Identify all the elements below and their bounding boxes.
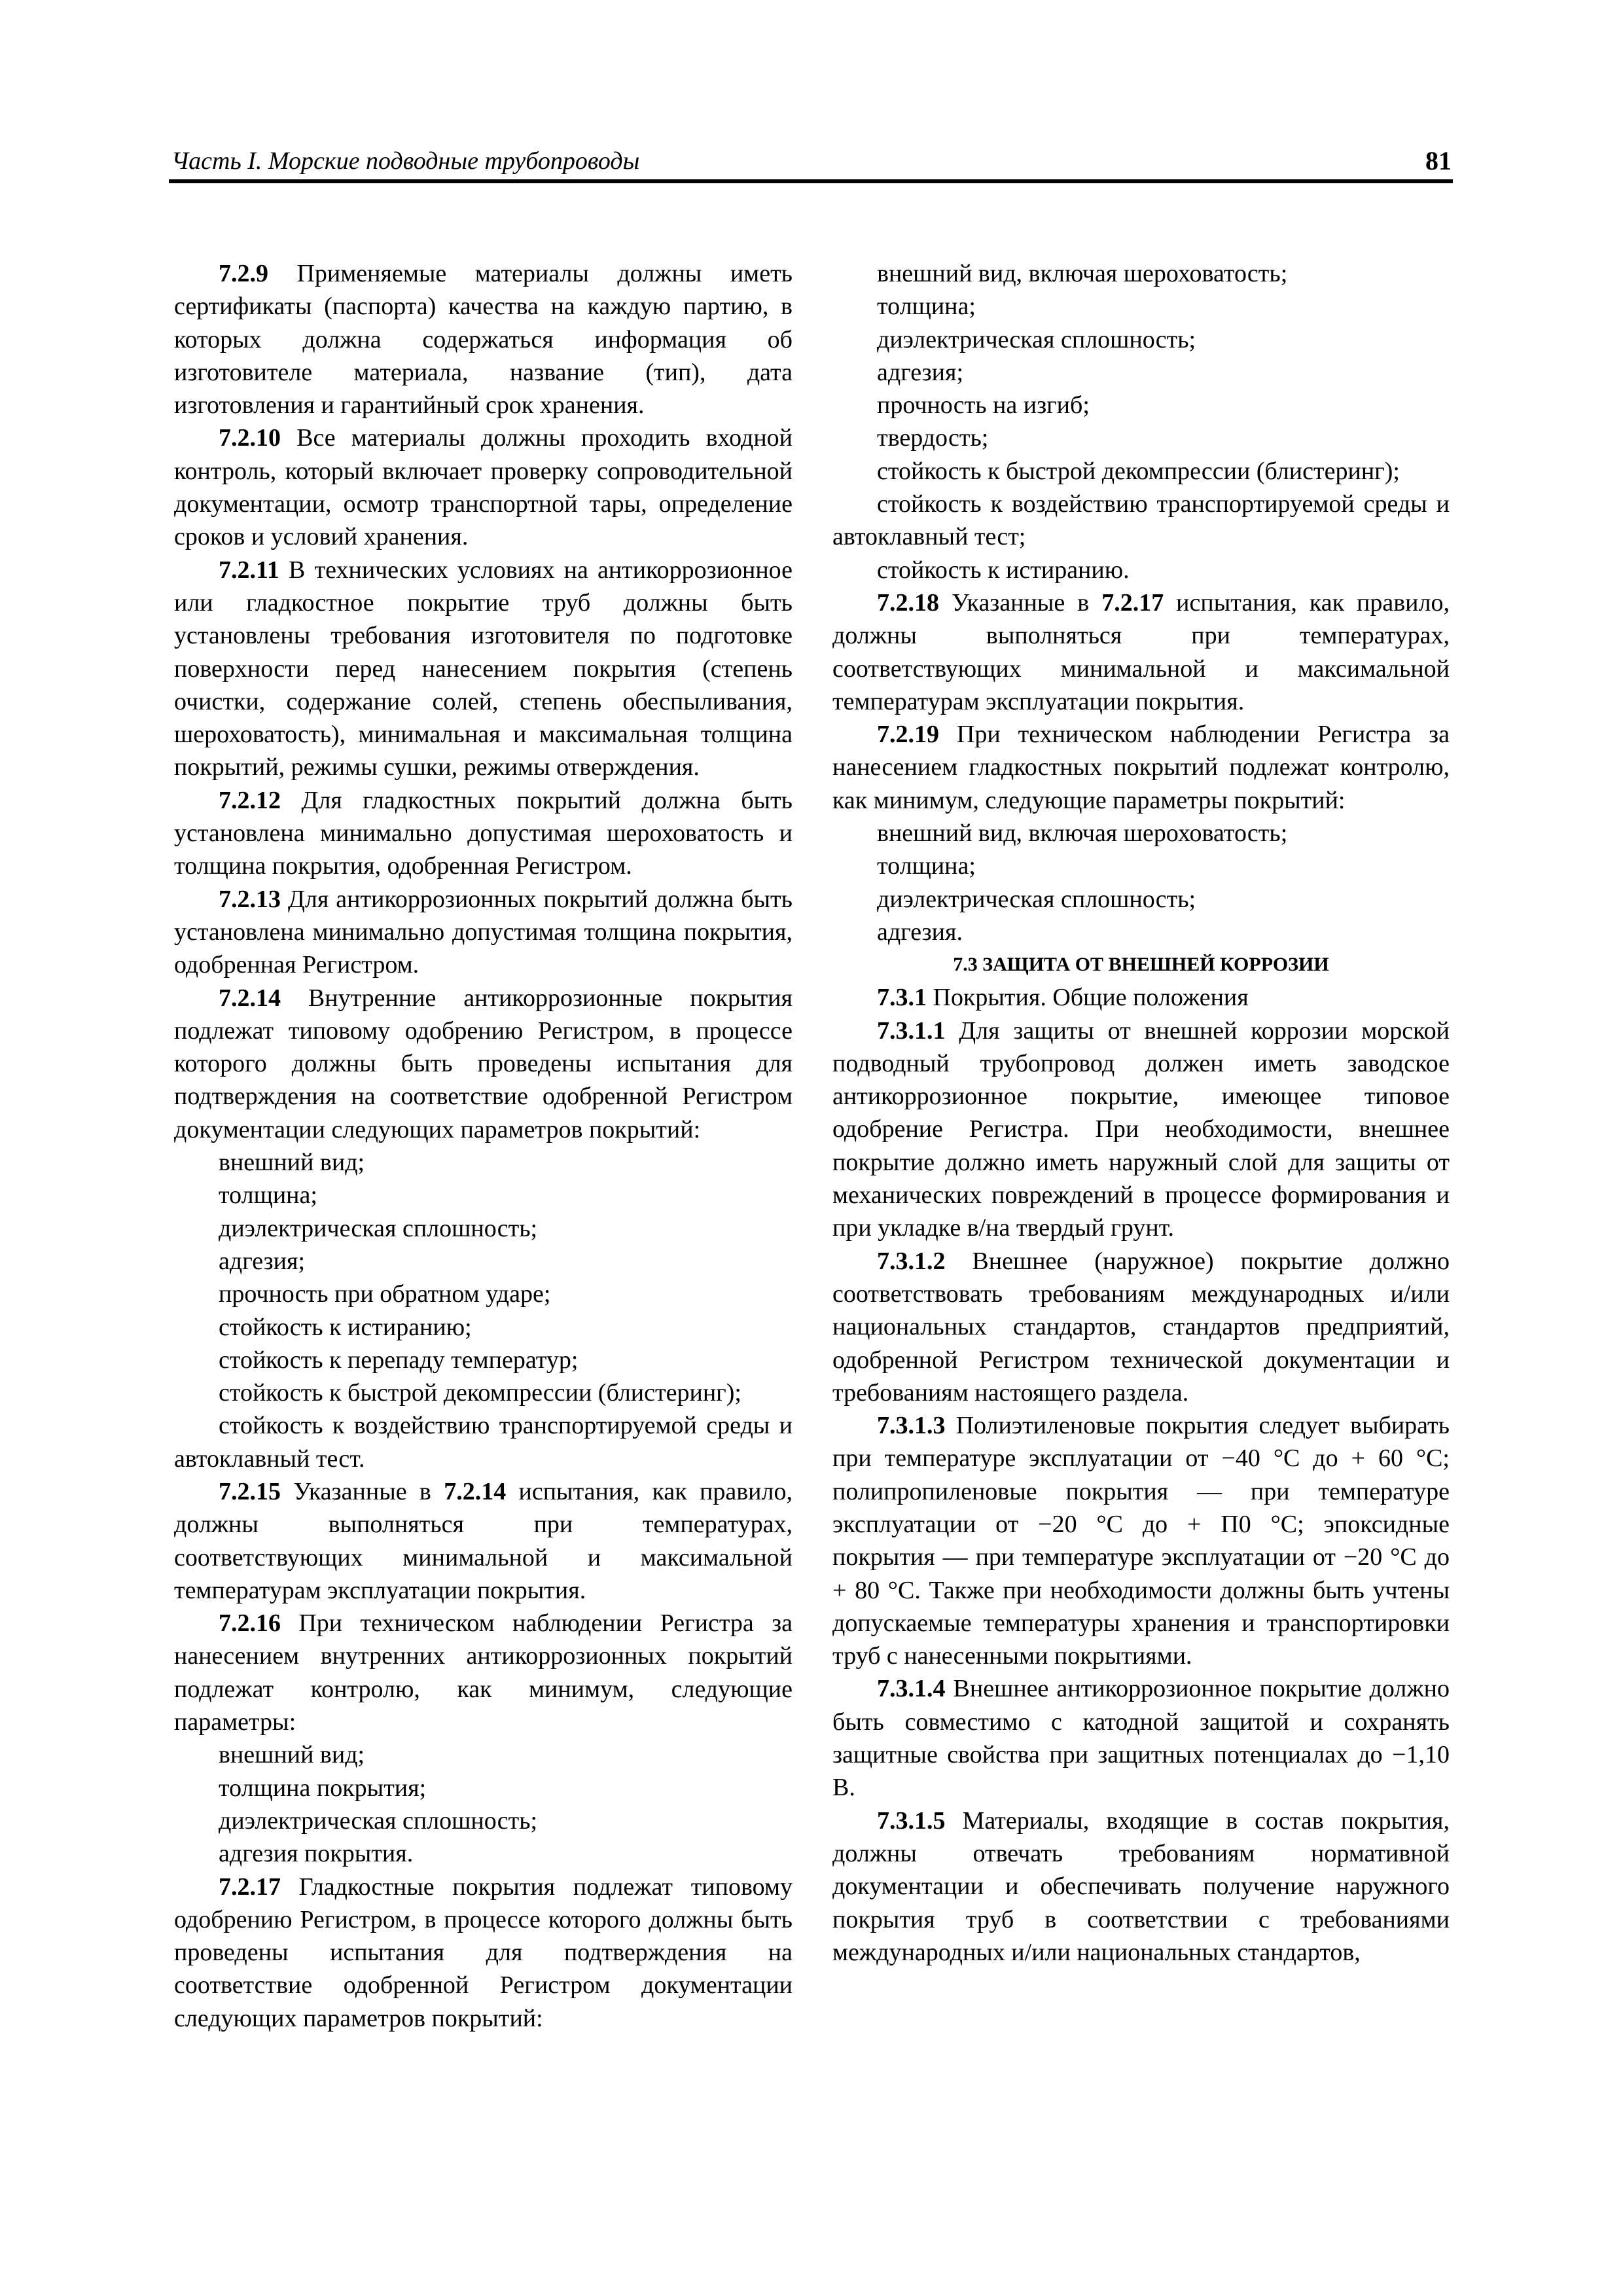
- paragraph-text: При техническом наблюдении Регистра за нанесением гладкостных покрытий подлежат контролю, как минимум, следующие параметры покрытий:: [832, 721, 1450, 814]
- clause-number: 7.2.12: [219, 786, 281, 814]
- clause-number: 7.3.1.1: [877, 1016, 946, 1045]
- clause-number: 7.3.1.3: [877, 1412, 946, 1440]
- paragraph-7-2-19: [832, 718, 1450, 817]
- list-item: диэлектрическая сплошность;: [877, 325, 1196, 353]
- list-item: толщина;: [877, 293, 976, 321]
- clause-number: 7.2.17: [219, 1873, 281, 1901]
- clause-number: 7.2.9: [219, 260, 268, 287]
- clause-reference: 7.2.17: [1101, 588, 1164, 617]
- paragraph-7-3-1-1: [832, 1014, 1450, 1245]
- paragraph-text: Гладкостные покрытия подлежат типовому одобрению Регистром, в процессе которого должны быть проведены испытания для подтверждения на соответствие одобренной Регистром документации следующих параметров покрытий:: [174, 1873, 793, 2032]
- subsection-title: Покрытия. Общие положения: [927, 984, 1249, 1012]
- list-item: твердость;: [877, 424, 989, 452]
- clause-number: 7.3.1.5: [877, 1806, 946, 1835]
- clause-reference: 7.2.14: [444, 1477, 507, 1505]
- list-item: толщина покрытия;: [219, 1774, 427, 1802]
- paragraph-7-2-16: [174, 1607, 793, 1738]
- clause-number: 7.2.10: [219, 424, 281, 452]
- right-column: [832, 257, 1450, 1969]
- list-item: диэлектрическая сплошность;: [219, 1806, 538, 1835]
- paragraph-7-2-11: [174, 554, 793, 784]
- list-item: стойкость к истиранию;: [219, 1313, 472, 1341]
- paragraph-7-2-15: [174, 1475, 793, 1607]
- list-item: внешний вид, включая шероховатость;: [877, 819, 1288, 848]
- paragraph-7-2-13: [174, 883, 793, 982]
- paragraph-text: Материалы, входящие в состав покрытия, должны отвечать требованиям нормативной документации и обеспечивать получение наружного покрытия труб в соответствии с требованиями международных и/или национальных стандартов,: [832, 1806, 1450, 1966]
- list-item: внешний вид;: [219, 1741, 365, 1769]
- list-item: толщина;: [877, 852, 976, 880]
- paragraph-7-2-12: [174, 784, 793, 883]
- list-item: прочность на изгиб;: [877, 391, 1090, 420]
- clause-number: 7.3.1.2: [877, 1247, 946, 1275]
- clause-number: 7.3.1.4: [877, 1675, 946, 1703]
- subsection-heading-7-3-1: [832, 981, 1450, 1014]
- paragraph-7-2-9: [174, 257, 793, 422]
- list-item-wrapped: стойкость к воздействию транспортируемой среды и автоклавный тест.: [174, 1412, 793, 1473]
- paragraph-text: Внешнее (наружное) покрытие должно соответствовать требованиям международных и/или национальных стандартов, стандартов предприятий, одобренной Регистром технической документации и требованиям настоящего раздела.: [832, 1247, 1450, 1407]
- clause-number: 7.2.19: [877, 721, 939, 749]
- paragraph-text: При техническом наблюдении Регистра за нанесением внутренних антикоррозионных покрытий подлежат контролю, как минимум, следующие параметры:: [174, 1609, 793, 1736]
- clause-number: 7.3.1: [877, 984, 927, 1012]
- list-item: внешний вид;: [219, 1149, 365, 1177]
- list-item: адгезия.: [877, 918, 963, 946]
- paragraph-7-2-14: [174, 982, 793, 1146]
- paragraph-text: Полиэтиленовые покрытия следует выбирать при температуре эксплуатации от −40 °С до + 60 °С; полипропиленовые покрытия — при температуре эксплуатации от −20 °С до + П0 °С; эпоксидные покрытия — при температуре эксплуатации от −20 °С до + 80 °С. Также при необходимости должны быть учтены допускаемые температуры хранения и транспортировки труб с нанесенными покрытиями.: [832, 1412, 1450, 1670]
- list-item: стойкость к быстрой декомпрессии (блистеринг);: [877, 457, 1400, 485]
- paragraph-text: В технических условиях на антикоррозионное или гладкостное покрытие труб должны быть установлены требования изготовителя по подготовке поверхности перед нанесением покрытия (степень очистки, содержание солей, степень обеспыливания, шероховатость), минимальная и максимальная толщина покрытий, режимы сушки, режимы отверждения.: [174, 556, 793, 781]
- clause-number: 7.2.15: [219, 1477, 281, 1505]
- paragraph-7-2-10: [174, 422, 793, 553]
- list-item: внешний вид, включая шероховатость;: [877, 260, 1288, 287]
- paragraph-7-3-1-5: [832, 1804, 1450, 1969]
- page-number: 81: [1425, 146, 1452, 175]
- list-item: стойкость к истиранию.: [877, 556, 1130, 584]
- section-heading: 7.3 ЗАЩИТА ОТ ВНЕШНЕЙ КОРРОЗИИ: [953, 954, 1329, 976]
- list-item: адгезия покрытия.: [219, 1840, 414, 1868]
- paragraph-7-3-1-3: [832, 1409, 1450, 1672]
- paragraph-text: Указанные в: [281, 1477, 444, 1505]
- list-item: диэлектрическая сплошность;: [877, 885, 1196, 913]
- paragraph-text: Все материалы должны проходить входной контроль, который включает проверку сопроводительной документации, осмотр транспортной тары, определение сроков и условий хранения.: [174, 424, 793, 551]
- clause-number: 7.2.14: [219, 984, 281, 1012]
- clause-number: 7.2.16: [219, 1609, 281, 1638]
- page-header: [169, 143, 1453, 183]
- paragraph-text: испытания, как правило, должны выполняться при температурах, соответствующих минимальной и максимальной температурам эксплуатации покрытия.: [832, 588, 1450, 715]
- paragraph-7-3-1-4: [832, 1672, 1450, 1804]
- paragraph-text: Внутренние антикоррозионные покрытия подлежат типовому одобрению Регистром, в процессе которого должны быть проведены испытания для подтверждения на соответствие одобренной Регистром документации следующих параметров покрытий:: [174, 984, 793, 1143]
- paragraph-text: Внешнее антикоррозионное покрытие должно быть совместимо с катодной защитой и сохранять защитные свойства при защитных потенциалах до −1,10 В.: [832, 1675, 1450, 1802]
- clause-number: 7.2.11: [219, 556, 279, 584]
- paragraph-text: Для защиты от внешней коррозии морской подводный трубопровод должен иметь заводское антикоррозионное покрытие, имеющее типовое одобрение Регистра. При необходимости, внешнее покрытие должно иметь наружный слой для защиты от механических повреждений в процессе формирования и при укладке в/на твердый грунт.: [832, 1016, 1450, 1242]
- clause-number: 7.2.13: [219, 885, 281, 913]
- list-item-wrapped: стойкость к воздействию транспортируемой среды и автоклавный тест;: [832, 490, 1450, 551]
- left-column: [174, 257, 793, 2035]
- paragraph-text: испытания, как правило, должны выполняться при температурах, соответствующих минимальной и максимальной температурам эксплуатации покрытия.: [174, 1477, 793, 1604]
- paragraph-text: Для антикоррозионных покрытий должна быть установлена минимально допустимая толщина покрытия, одобренная Регистром.: [174, 885, 793, 979]
- list-item: прочность при обратном ударе;: [219, 1280, 551, 1308]
- list-item: адгезия;: [219, 1247, 305, 1275]
- list-item: толщина;: [219, 1181, 317, 1210]
- paragraph-text: Для гладкостных покрытий должна быть установлена минимально допустимая шероховатость и толщина покрытия, одобренная Регистром.: [174, 786, 793, 880]
- list-item: диэлектрическая сплошность;: [219, 1214, 538, 1242]
- list-item: стойкость к быстрой декомпрессии (блистеринг);: [219, 1379, 741, 1407]
- list-item: адгезия;: [877, 358, 963, 386]
- paragraph-text: Указанные в: [939, 588, 1102, 617]
- running-title: Часть I. Морские подводные трубопроводы: [171, 147, 640, 175]
- paragraph-7-3-1-2: [832, 1245, 1450, 1409]
- list-item: стойкость к перепаду температур;: [219, 1346, 579, 1374]
- clause-number: 7.2.18: [877, 588, 939, 617]
- paragraph-7-2-17: [174, 1871, 793, 2035]
- paragraph-text: Применяемые материалы должны иметь сертификаты (паспорта) качества на каждую партию, в которых должна содержаться информация об изготовителе материала, название (тип), дата изготовления и гарантийный срок хранения.: [174, 260, 793, 420]
- paragraph-7-2-18: [832, 586, 1450, 718]
